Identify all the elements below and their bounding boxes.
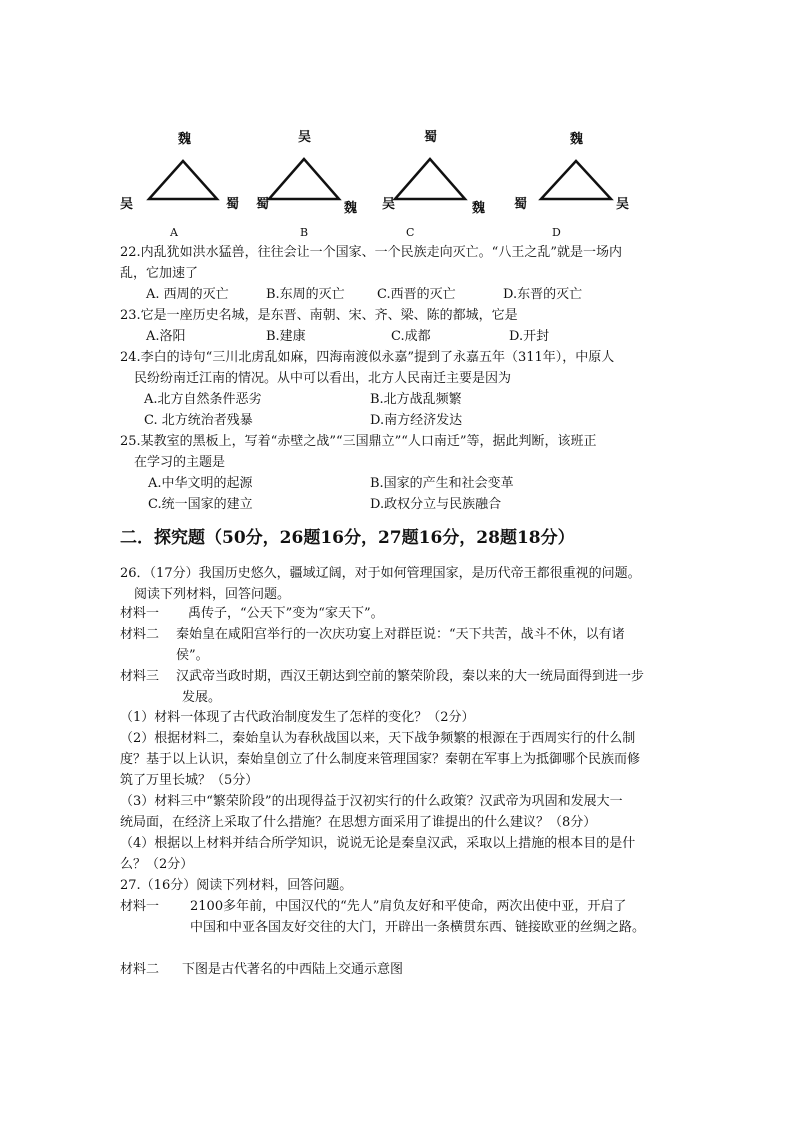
option-d-right-label: 吴: [616, 197, 630, 212]
option-a-top-label: 魏: [178, 132, 192, 147]
q27-stem: 27.（16分）阅读下列材料，回答问题。: [120, 878, 353, 893]
q27-material-2-label: 材料二: [120, 962, 160, 977]
q22-option-b: B.东周的灭亡: [266, 287, 345, 302]
q26-subquestion-4-line1: （4）根据以上材料并结合所学知识，说说无论是秦皇汉武，采取以上措施的根本目的是什: [120, 836, 636, 851]
q24-option-d: D.南方经济发达: [370, 413, 463, 428]
q27-material-1-label: 材料一: [120, 899, 160, 914]
triangle-icon: [540, 160, 612, 200]
q26-stem-line1: 26．（17分）我国历史悠久，疆域辽阔，对于如何管理国家，是历代帝王都很重视的问题。: [120, 566, 641, 581]
q23-option-c: C.成都: [391, 329, 431, 344]
q24-stem-line1: 24.李白的诗句“三川北虏乱如麻，四海南渡似永嘉”提到了永嘉五年（311年），中原人: [120, 350, 615, 365]
q22-stem-line1: 22.内乱犹如洪水猛兽，往往会让一个国家、一个民族走向灭亡。“八王之乱”就是一场内: [120, 245, 622, 260]
q26-material-3-line1: 汉武帝当政时期，西汉王朝达到空前的繁荣阶段，秦以来的大一统局面得到进一步: [176, 669, 645, 684]
q26-subquestion-2-line2: 度？基于以上认识，秦始皇创立了什么制度来管理国家？秦朝在军事上为抵御哪个民族而修: [120, 752, 641, 767]
option-b-right-label: 魏: [344, 201, 358, 216]
q23-option-d: D.开封: [509, 329, 550, 344]
q24-option-b: B.北方战乱频繁: [370, 392, 462, 407]
q22-option-a: A. 西周的灭亡: [146, 287, 229, 302]
triangle-icon: [394, 158, 466, 200]
q22-option-d: D.东晋的灭亡: [503, 287, 583, 302]
q25-stem-line1: 25.某教室的黑板上，写着“赤壁之战”“三国鼎立”“人口南迁”等，据此判断，该班正: [120, 434, 597, 449]
q26-material-3-line2: 发展。: [182, 690, 222, 705]
option-d-letter: D: [552, 226, 561, 239]
option-d-left-label: 蜀: [514, 197, 528, 212]
option-c-top-label: 蜀: [424, 130, 438, 145]
q26-material-1-text: 禹传子，“公天下”变为“家天下”。: [188, 606, 384, 621]
triangle-icon: [148, 160, 218, 200]
q23-option-a: A.洛阳: [146, 329, 186, 344]
q25-option-d: D.政权分立与民族融合: [370, 497, 502, 512]
option-c-letter: C: [406, 226, 415, 239]
q26-material-3-label: 材料三: [120, 669, 160, 684]
option-b-top-label: 吴: [298, 130, 312, 145]
option-c-right-label: 魏: [472, 201, 486, 216]
option-d-top-label: 魏: [570, 132, 584, 147]
option-b-left-label: 蜀: [256, 197, 270, 212]
q27-material-2-text: 下图是古代著名的中西陆上交通示意图: [182, 962, 404, 977]
q26-subquestion-1: （1）材料一体现了古代政治制度发生了怎样的变化？（2分）: [120, 710, 475, 725]
q25-stem-line2: 在学习的主题是: [134, 455, 226, 470]
q24-option-c: C. 北方统治者残暴: [144, 413, 253, 428]
option-b-letter: B: [300, 226, 309, 239]
q26-stem-line2: 阅读下列材料，回答问题。: [134, 587, 291, 602]
q22-stem-line2: 乱，它加速了: [120, 266, 199, 281]
q26-material-2-line1: 秦始皇在咸阳宫举行的一次庆功宴上对群臣说：“天下共苦，战斗不休，以有诸: [176, 627, 625, 642]
q26-subquestion-2-line3: 筑了万里长城？（5分）: [120, 773, 259, 788]
q26-subquestion-2-line1: （2）根据材料二，秦始皇认为春秋战国以来，天下战争频繁的根源在于西周实行的什么制: [120, 731, 636, 746]
q27-material-1-line1: 2100多年前，中国汉代的“先人”肩负友好和平使命，两次出使中亚，开启了: [190, 899, 627, 914]
option-a-left-label: 吴: [120, 197, 134, 212]
q22-option-c: C.西晋的灭亡: [377, 287, 456, 302]
q25-option-a: A.中华文明的起源: [148, 476, 253, 491]
option-a-right-label: 蜀: [226, 197, 240, 212]
q23-option-b: B.建康: [266, 329, 306, 344]
q23-stem-line1: 23.它是一座历史名城，是东晋、南朝、宋、齐、梁、陈的都城，它是: [120, 308, 518, 323]
q26-subquestion-3-line1: （3）材料三中“繁荣阶段”的出现得益于汉初实行的什么政策？汉武帝为巩固和发展大一: [120, 794, 623, 809]
q26-material-1-label: 材料一: [120, 606, 160, 621]
q25-option-b: B.国家的产生和社会变革: [370, 476, 514, 491]
q27-material-1-line2: 中国和中亚各国友好交往的大门，开辟出一条横贯东西、链接欧亚的丝绸之路。: [190, 920, 646, 935]
q26-material-2-line2: 侯”。: [176, 648, 209, 663]
option-c-left-label: 吴: [382, 197, 396, 212]
triangle-icon: [268, 158, 340, 200]
q24-option-a: A.北方自然条件恶劣: [144, 392, 262, 407]
option-a-letter: A: [170, 226, 178, 239]
q26-subquestion-4-line2: 么？（2分）: [120, 857, 194, 872]
q24-stem-line2: 民纷纷南迁江南的情况。从中可以看出，北方人民南迁主要是因为: [134, 371, 512, 386]
q26-material-2-label: 材料二: [120, 627, 160, 642]
section-2-heading: 二．探究题（50分，26题16分，27题16分，28题18分）: [120, 528, 575, 548]
q26-subquestion-3-line2: 统局面，在经济上采取了什么措施？在思想方面采用了谁提出的什么建议？（8分）: [120, 815, 597, 830]
q25-option-c: C.统一国家的建立: [148, 497, 253, 512]
